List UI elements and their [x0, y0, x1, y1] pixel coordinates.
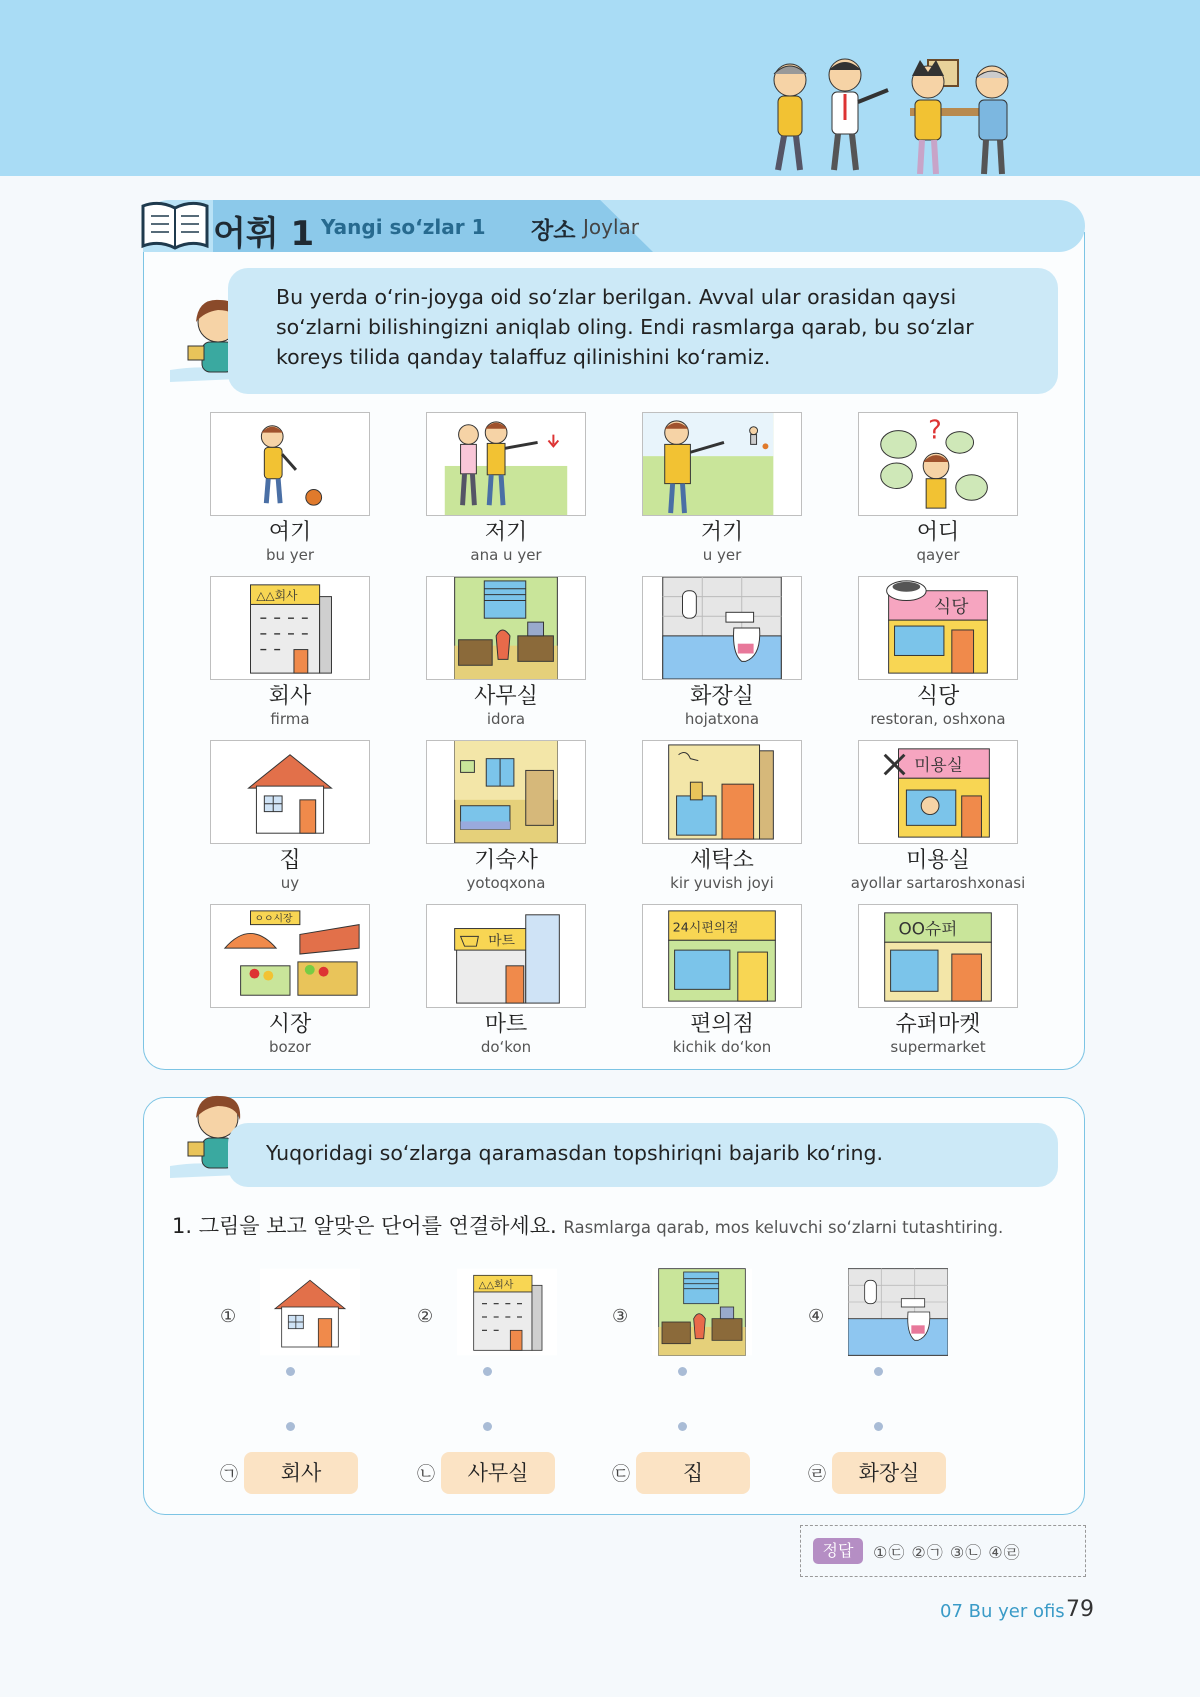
vocab-korean: 화장실 [690, 684, 754, 709]
vocab-card [426, 740, 586, 890]
vocab-uzbek: u yer [702, 546, 742, 564]
vocab-card [210, 740, 370, 890]
vocab-title-korean: 어휘 1 [213, 214, 315, 254]
answer-key [800, 1525, 1086, 1577]
picture-number: ③ [612, 1306, 629, 1327]
vocab-card [426, 412, 586, 562]
answer-label: ㉠ [220, 1464, 238, 1485]
svg-text:OO슈퍼: OO슈퍼 [898, 918, 958, 939]
vocab-uzbek: kichik do‘kon [672, 1038, 772, 1056]
vocab-card [210, 412, 370, 562]
vocab-uzbek: idora [486, 710, 526, 728]
match-dot-bottom[interactable] [483, 1422, 492, 1431]
picture-number: ④ [808, 1306, 825, 1327]
vocab-korean: 시장 [268, 1012, 312, 1037]
vocab-card [858, 576, 1018, 726]
vocab-card [642, 412, 802, 562]
match-dot-top[interactable] [286, 1367, 295, 1376]
vocab-uzbek: hojatxona [684, 710, 760, 728]
vocab-korean: 편의점 [690, 1012, 754, 1037]
supermarket-icon [858, 904, 1018, 1008]
svg-text:△△회사: △△회사 [256, 588, 298, 603]
vocab-card [642, 904, 802, 1054]
restroom-icon [848, 1262, 948, 1362]
topic-uzbek: Joylar [583, 215, 640, 239]
vocab-uzbek: uy [280, 874, 300, 892]
convenience-store-icon [642, 904, 802, 1008]
intro-text: Bu yerda o‘rin-joyga oid so‘zlar berilgan. Avval ular orasidan qaysi so‘zlarni bilishingizni aniqlab oling. Endi rasmlarga qarab, bu so‘zlar koreys tilida qanday talaffuz qilinishini ko‘ramiz. [276, 285, 974, 369]
vocab-card [210, 904, 370, 1054]
picture-number: ① [220, 1306, 237, 1327]
boys-pointing-there-icon [426, 412, 586, 516]
dormitory-icon [426, 740, 586, 844]
restaurant-icon [858, 576, 1018, 680]
mart-icon [426, 904, 586, 1008]
match-dot-bottom[interactable] [286, 1422, 295, 1431]
vocab-card [426, 576, 586, 726]
vocab-header-bar [143, 200, 1085, 252]
vocab-card [642, 576, 802, 726]
company-building-icon [210, 576, 370, 680]
vocab-uzbek: kir yuvish joyi [670, 874, 774, 892]
vocab-uzbek: firma [270, 710, 310, 728]
market-icon [210, 904, 370, 1008]
answer-word: 사무실 [441, 1452, 555, 1494]
svg-text:식당: 식당 [934, 597, 969, 618]
answer-badge: 정답 [813, 1538, 863, 1564]
match-dot-top[interactable] [874, 1367, 883, 1376]
office-room-icon [426, 576, 586, 680]
vocab-uzbek: ana u yer [470, 546, 542, 564]
vocab-korean: 슈퍼마켓 [895, 1012, 981, 1037]
vocab-korean: 사무실 [474, 684, 538, 709]
vocab-card [426, 904, 586, 1054]
vocab-korean: 식당 [916, 684, 960, 709]
company-building-icon [457, 1262, 557, 1362]
vocab-uzbek: bozor [269, 1038, 311, 1056]
answer-word: 회사 [244, 1452, 358, 1494]
beauty-salon-icon [858, 740, 1018, 844]
vocab-card [850, 740, 1026, 892]
vocab-card [858, 412, 1018, 562]
answer-word: 화장실 [832, 1452, 946, 1494]
intro-bubble [228, 268, 1058, 394]
open-book-icon [139, 198, 211, 254]
vocab-card [210, 576, 370, 726]
vocab-uzbek: yotoqxona [466, 874, 546, 892]
topic-korean: 장소 [531, 218, 576, 244]
svg-text:ㅇㅇ시장: ㅇㅇ시장 [254, 913, 293, 925]
house-icon [210, 740, 370, 844]
picture-number: ② [417, 1306, 434, 1327]
vocab-korean: 미용실 [906, 848, 970, 873]
match-dot-top[interactable] [678, 1367, 687, 1376]
answer-label: ㉢ [612, 1464, 630, 1485]
vocab-card [642, 740, 802, 890]
page-number: 79 [1066, 1597, 1094, 1622]
vocab-card [858, 904, 1018, 1054]
vocab-korean: 마트 [484, 1012, 528, 1037]
boy-thinking-where-icon [858, 412, 1018, 516]
vocab-korean: 기숙사 [474, 848, 538, 873]
vocab-korean: 저기 [484, 520, 528, 545]
vocab-uzbek: supermarket [890, 1038, 986, 1056]
vocab-title-uzbek: Yangi so‘zlar 1 [321, 215, 486, 239]
vocab-korean: 어디 [916, 520, 960, 545]
answer-word: 집 [636, 1452, 750, 1494]
answer-text: ①㉢ ②㉠ ③㉡ ④㉣ [873, 1543, 1021, 1562]
match-dot-top[interactable] [483, 1367, 492, 1376]
vocab-uzbek: restoran, oshxona [870, 710, 1006, 728]
vocab-korean: 여기 [268, 520, 312, 545]
svg-text:24시편의점: 24시편의점 [672, 920, 739, 936]
footer-chapter: 07 Bu yer ofis [940, 1601, 1065, 1622]
question-1-korean: 1. 그림을 보고 알맞은 단어를 연결하세요. [172, 1214, 557, 1238]
vocab-uzbek: ayollar sartaroshxonasi [850, 874, 1026, 892]
answer-label: ㉣ [808, 1464, 826, 1485]
laundry-icon [642, 740, 802, 844]
question-1-uzbek: Rasmlarga qarab, mos keluvchi so‘zlarni tutashtiring. [563, 1218, 1004, 1237]
vocab-korean: 세탁소 [690, 848, 754, 873]
svg-text:?: ? [928, 415, 942, 446]
match-dot-bottom[interactable] [678, 1422, 687, 1431]
svg-text:마트: 마트 [488, 933, 515, 950]
vocab-korean: 회사 [268, 684, 312, 709]
vocab-korean: 거기 [700, 520, 744, 545]
instruction-bubble [228, 1123, 1058, 1187]
svg-text:△△회사: △△회사 [478, 1279, 514, 1291]
house-icon [260, 1262, 360, 1362]
match-dot-bottom[interactable] [874, 1422, 883, 1431]
boy-ball-here-icon [210, 412, 370, 516]
svg-text:미용실: 미용실 [914, 754, 963, 775]
vocab-uzbek: do‘kon [480, 1038, 532, 1056]
instruction-text: Yuqoridagi so‘zlarga qaramasdan topshiriqni bajarib ko‘ring. [266, 1141, 884, 1165]
boy-pointing-field-icon [642, 412, 802, 516]
vocab-uzbek: bu yer [265, 546, 315, 564]
restroom-icon [642, 576, 802, 680]
vocab-korean: 집 [279, 848, 301, 873]
header-characters-illustration [760, 50, 1040, 180]
answer-label: ㉡ [417, 1464, 435, 1485]
question-1 [172, 1210, 1003, 1240]
office-room-icon [652, 1262, 752, 1362]
vocab-uzbek: qayer [916, 546, 960, 564]
